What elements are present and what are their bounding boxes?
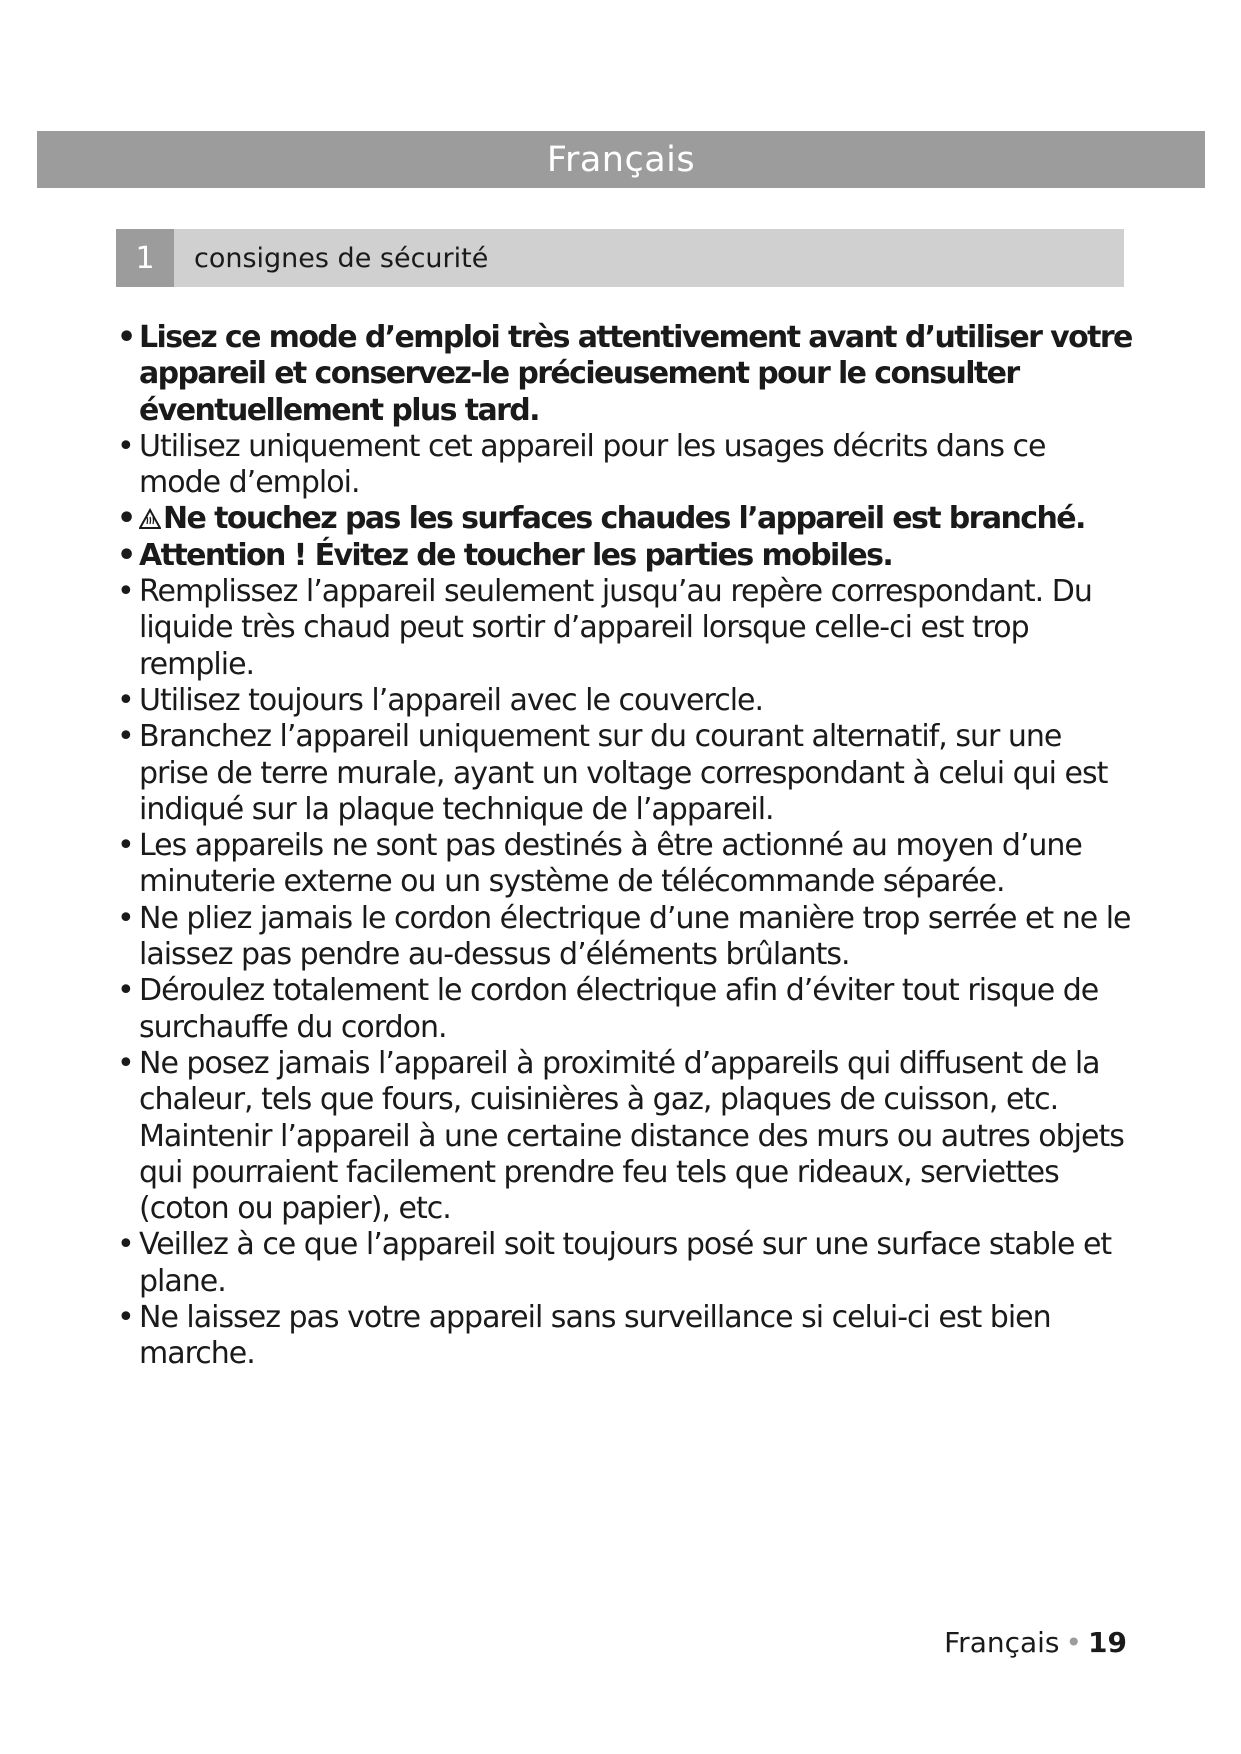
list-item-text: Ne touchez pas les surfaces chaudes l’appareil est branché. xyxy=(163,501,1085,537)
footer-language: Français xyxy=(944,1626,1060,1659)
list-item: • Branchez l’appareil uniquement sur du courant alternatif, sur une prise de terre murale, ayant un voltage correspondant à celui qui est indiqué sur la plaque technique de l’appareil. xyxy=(114,719,1134,828)
list-item: • Remplissez l’appareil seulement jusqu’au repère correspondant. Du liquide très chaud peut sortir d’appareil lorsque celle-ci est trop remplie. xyxy=(114,574,1134,683)
instruction-list xyxy=(114,320,1134,1373)
list-item: • Ne posez jamais l’appareil à proximité d’appareils qui diffusent de la chaleur, tels que fours, cuisinières à gaz, plaques de cuisson, etc. Maintenir l’appareil à une certaine distance des murs ou autres objets qui pourraient facilement prendre feu tels que rideaux, serviettes (coton ou papier), etc. xyxy=(114,1046,1134,1227)
list-item: • Lisez ce mode d’emploi très attentivement avant d’utiliser votre appareil et conservez-le précieusement pour le consulter éventuellement plus tard. xyxy=(114,320,1134,429)
list-item: • Déroulez totalement le cordon électrique afin d’éviter tout risque de surchauffe du cordon. xyxy=(114,973,1134,1046)
list-item: • Les appareils ne sont pas destinés à être actionné au moyen d’une minuterie externe ou un système de télécommande séparée. xyxy=(114,828,1134,901)
hot-surface-warning-icon xyxy=(139,508,161,530)
section-number: 1 xyxy=(116,229,174,287)
section-title: consignes de sécurité xyxy=(194,242,489,274)
list-item: • Ne laissez pas votre appareil sans surveillance si celui-ci est bien marche. xyxy=(114,1300,1134,1373)
footer-separator: • xyxy=(1065,1626,1083,1659)
list-item: • Ne pliez jamais le cordon électrique d’une manière trop serrée et ne le laissez pas pendre au-dessus d’éléments brûlants. xyxy=(114,901,1134,974)
page-number: 19 xyxy=(1088,1626,1127,1659)
banner-title: Français xyxy=(546,139,696,180)
list-item: • Utilisez uniquement cet appareil pour les usages décrits dans ce mode d’emploi. xyxy=(114,429,1134,502)
language-banner xyxy=(37,131,1205,188)
list-item: • Utilisez toujours l’appareil avec le couvercle. xyxy=(114,683,1134,719)
page-footer xyxy=(944,1626,1127,1659)
section-header xyxy=(116,229,1124,287)
list-item: • Attention ! Évitez de toucher les parties mobiles. xyxy=(114,538,1134,574)
safety-instructions xyxy=(114,320,1134,1373)
list-item: • Veillez à ce que l’appareil soit toujours posé sur une surface stable et plane. xyxy=(114,1227,1134,1300)
list-item xyxy=(114,501,1134,537)
